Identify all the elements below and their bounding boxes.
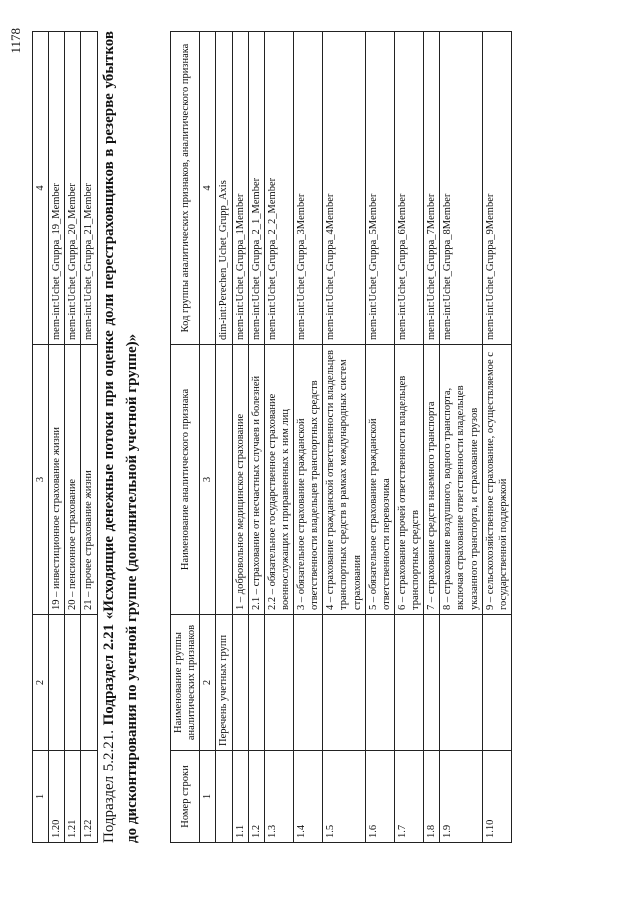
table-row: [65, 32, 81, 843]
header-feature-name: Наименование аналитического признака: [171, 345, 200, 615]
header-feature-code: Код группы аналитических признаков, аналитического признака: [171, 32, 200, 345]
feature-code: mem-int:Uchet_Gruppa_7Member: [424, 32, 440, 345]
header-row-number: Номер строки: [171, 751, 200, 843]
feature-code: mem-int:Uchet_Gruppa_8Member: [440, 32, 482, 345]
row-number: 1.20: [49, 751, 65, 843]
col-number: 3: [200, 345, 216, 615]
col-number: 4: [33, 32, 49, 345]
table-row: [440, 32, 482, 843]
feature-name: 5 – обязательное страхование гражданской ответственности перевозчика: [365, 345, 394, 615]
group-name: [440, 615, 482, 751]
col-number: 1: [33, 751, 49, 843]
row-number: 1.4: [294, 751, 323, 843]
group-name: [394, 615, 423, 751]
group-name: [294, 615, 323, 751]
feature-name: 4 – страхование гражданской ответственности владельцев транспортных средств в рамках международных систем страхования: [323, 345, 365, 615]
feature-name: 6 – страхование прочей ответственности владельцев транспортных средств: [394, 345, 423, 615]
feature-name: [216, 345, 232, 615]
feature-code: mem-int:Uchet_Gruppa_2_1_Member: [248, 32, 264, 345]
group-name: [232, 615, 248, 751]
group-name: [482, 615, 511, 751]
group-name: Перечень учетных групп: [216, 615, 232, 751]
feature-name: 7 – страхование средств наземного транспорта: [424, 345, 440, 615]
header-group-name: Наименование группы аналитических признаков: [171, 615, 200, 751]
feature-name: 21 – прочее страхование жизни: [81, 345, 97, 615]
col-number: 3: [33, 345, 49, 615]
group-name: [65, 615, 81, 751]
heading-prefix: Подраздел 5.2.21.: [101, 725, 117, 843]
feature-code: mem-int:Uchet_Gruppa_4Member: [323, 32, 365, 345]
feature-name: 20 – пенсионное страхование: [65, 345, 81, 615]
table-row: [323, 32, 365, 843]
feature-code: mem-int:Uchet_Gruppa_9Member: [482, 32, 511, 345]
table-row: [294, 32, 323, 843]
table-header-row: [171, 32, 200, 843]
row-number: 1.9: [440, 751, 482, 843]
row-number: 1.1: [232, 751, 248, 843]
group-name: [365, 615, 394, 751]
table-row: [394, 32, 423, 843]
table-row: [81, 32, 97, 843]
feature-code: mem-int:Uchet_Gruppa_19_Member: [49, 32, 65, 345]
row-number: [216, 751, 232, 843]
group-name: [49, 615, 65, 751]
row-number: 1.2: [248, 751, 264, 843]
col-number: 2: [33, 615, 49, 751]
feature-code: mem-int:Uchet_Gruppa_3Member: [294, 32, 323, 345]
table-row: [264, 32, 293, 843]
feature-code: mem-int:Uchet_Gruppa_5Member: [365, 32, 394, 345]
feature-code: mem-int:Uchet_Gruppa_2_2_Member: [264, 32, 293, 345]
continued-table-block: [32, 31, 98, 843]
feature-name: 2.2 – обязательное государственное страхование военнослужащих и приравненных к ним лиц: [264, 345, 293, 615]
page-number: 1178: [8, 28, 23, 54]
feature-name: 2.1 – страхование от несчастных случаев и болезней: [248, 345, 264, 615]
col-number: 1: [200, 751, 216, 843]
feature-name: 1 – добровольное медицинское страхование: [232, 345, 248, 615]
table-row: [216, 32, 232, 843]
table-row: [365, 32, 394, 843]
continued-table: [32, 31, 98, 843]
row-number: 1.8: [424, 751, 440, 843]
table-row: [482, 32, 511, 843]
section-heading: [98, 31, 145, 843]
feature-name: 8 – страхование воздушного, водного транспорта, включая страхование ответственности владельцев указанного транспорта, и страхование грузов: [440, 345, 482, 615]
group-name: [264, 615, 293, 751]
feature-name: 19 – инвестиционное страхование жизни: [49, 345, 65, 615]
heading-title: Подраздел 2.21 «Исходящие денежные потоки при оценке доли перестраховщиков в резерве убытков до дисконтирования по учетной группе (дополнительной учетной группе)»: [101, 31, 141, 843]
col-number: 4: [200, 32, 216, 345]
row-number: 1.3: [264, 751, 293, 843]
row-number: 1.6: [365, 751, 394, 843]
group-name: [248, 615, 264, 751]
main-table-block: [170, 31, 512, 843]
feature-code: mem-int:Uchet_Gruppa_20_Member: [65, 32, 81, 345]
feature-name: 3 – обязательное страхование гражданской ответственности владельцев транспортных средств: [294, 345, 323, 615]
row-number: 1.21: [65, 751, 81, 843]
group-name: [81, 615, 97, 751]
feature-name: 9 – сельскохозяйственное страхование, осуществляемое с государственной поддержкой: [482, 345, 511, 615]
feature-code: dim-int:Perechen_Uchet_Grupp_Axis: [216, 32, 232, 345]
row-number: 1.22: [81, 751, 97, 843]
group-name: [323, 615, 365, 751]
group-name: [424, 615, 440, 751]
feature-code: mem-int:Uchet_Gruppa_6Member: [394, 32, 423, 345]
row-number: 1.5: [323, 751, 365, 843]
col-number: 2: [200, 615, 216, 751]
table-row: [49, 32, 65, 843]
main-table: [170, 31, 512, 843]
row-number: 1.7: [394, 751, 423, 843]
table-row: [248, 32, 264, 843]
feature-code: mem-int:Uchet_Gruppa_21_Member: [81, 32, 97, 345]
table-row: [424, 32, 440, 843]
feature-code: mem-int:Uchet_Gruppa_1Member: [232, 32, 248, 345]
table-row: [232, 32, 248, 843]
table-header-row: [33, 32, 49, 843]
column-numbers-row: [200, 32, 216, 843]
row-number: 1.10: [482, 751, 511, 843]
